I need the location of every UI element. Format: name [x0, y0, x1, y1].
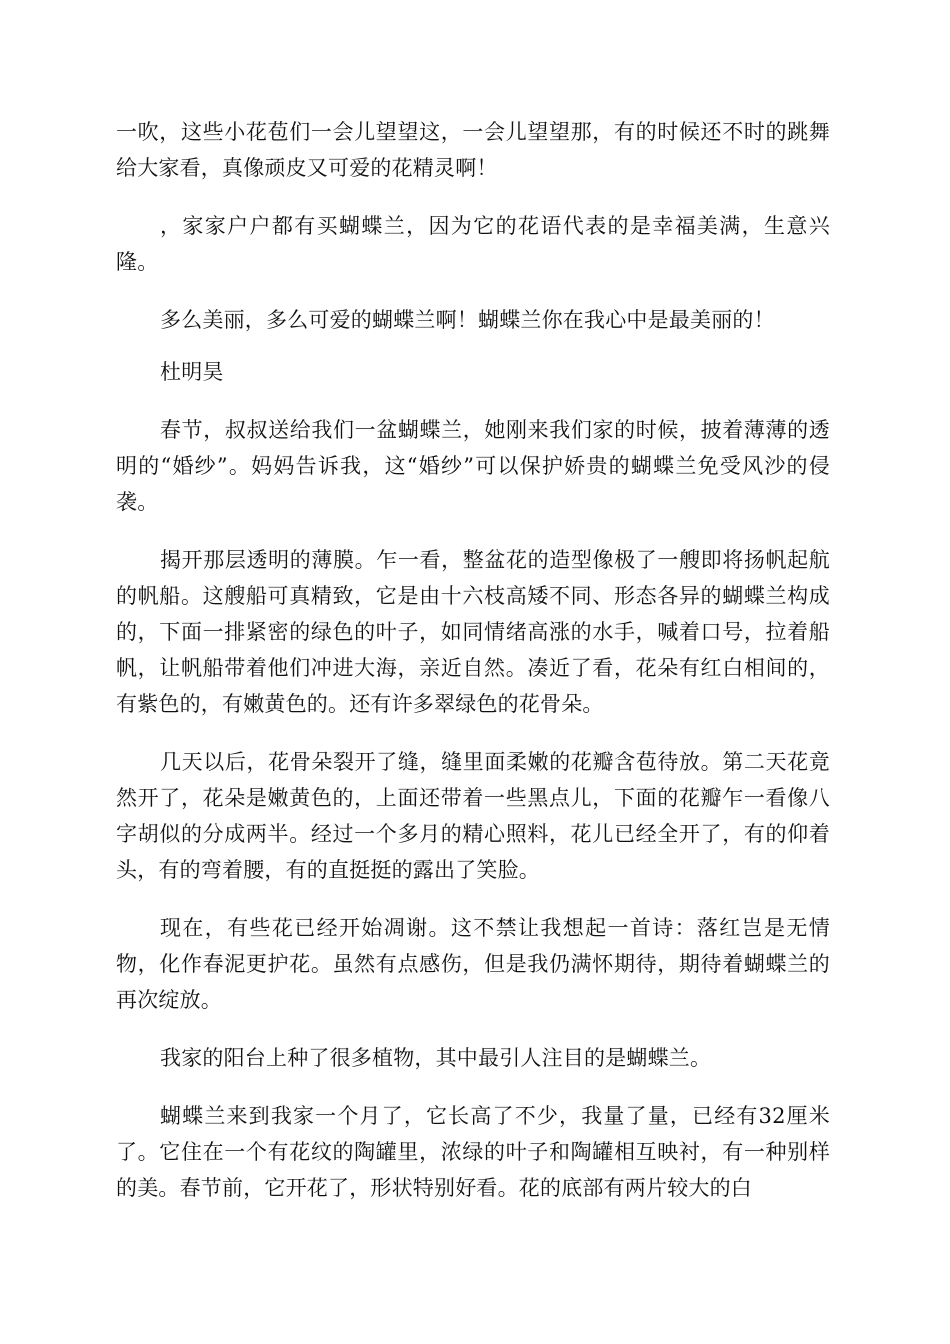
paragraph: 我家的阳台上种了很多植物，其中最引人注目的是蝴蝶兰。 — [160, 1046, 712, 1070]
paragraph: 几天以后，花骨朵裂开了缝，缝里面柔嫩的花瓣含苞待放。第二天花竟然开了，花朵是嫩黄色的，上面还带着一些黑点儿，下面的花瓣乍一看像八字胡似的分成两半。经过一个多月的精心照料，花儿已经全开了，有的仰着头，有的弯着腰，有的直挺挺的露出了笑脸。 — [116, 750, 830, 882]
paragraph: 现在，有些花已经开始凋谢。这不禁让我想起一首诗：落红岂是无情物，化作春泥更护花。虽然有点感伤，但是我仍满怀期待，期待着蝴蝶兰的再次绽放。 — [116, 916, 830, 1012]
paragraph-continuation: 一吹，这些小花苞们一会儿望望这，一会儿望望那，有的时候还不时的跳舞给大家看，真像顽皮又可爱的花精灵啊！ — [116, 120, 830, 180]
paragraph: ，家家户户都有买蝴蝶兰，因为它的花语代表的是幸福美满，生意兴隆。 — [116, 214, 830, 274]
paragraph: 蝴蝶兰来到我家一个月了，它长高了不少，我量了量，已经有32厘米了。它住在一个有花纹的陶罐里，浓绿的叶子和陶罐相互映衬，有一种别样的美。春节前，它开花了，形状特别好看。花的底部有两片较大的白 — [116, 1104, 830, 1200]
paragraph: 揭开那层透明的薄膜。乍一看，整盆花的造型像极了一艘即将扬帆起航的帆船。这艘船可真精致，它是由十六枝高矮不同、形态各异的蝴蝶兰构成的，下面一排紧密的绿色的叶子，如同情绪高涨的水手，喊着口号，拉着船帆，让帆船带着他们冲进大海，亲近自然。凑近了看，花朵有红白相间的，有紫色的，有嫩黄色的。还有许多翠绿色的花骨朵。 — [116, 548, 830, 716]
author-name: 杜明昊 — [160, 360, 224, 384]
paragraph: 春节，叔叔送给我们一盆蝴蝶兰，她刚来我们家的时候，披着薄薄的透明的“婚纱”。妈妈告诉我，这“婚纱”可以保护娇贵的蝴蝶兰免受风沙的侵袭。 — [116, 418, 830, 514]
paragraph: 多么美丽，多么可爱的蝴蝶兰啊！蝴蝶兰你在我心中是最美丽的！ — [160, 308, 775, 332]
document-body — [116, 114, 830, 1228]
